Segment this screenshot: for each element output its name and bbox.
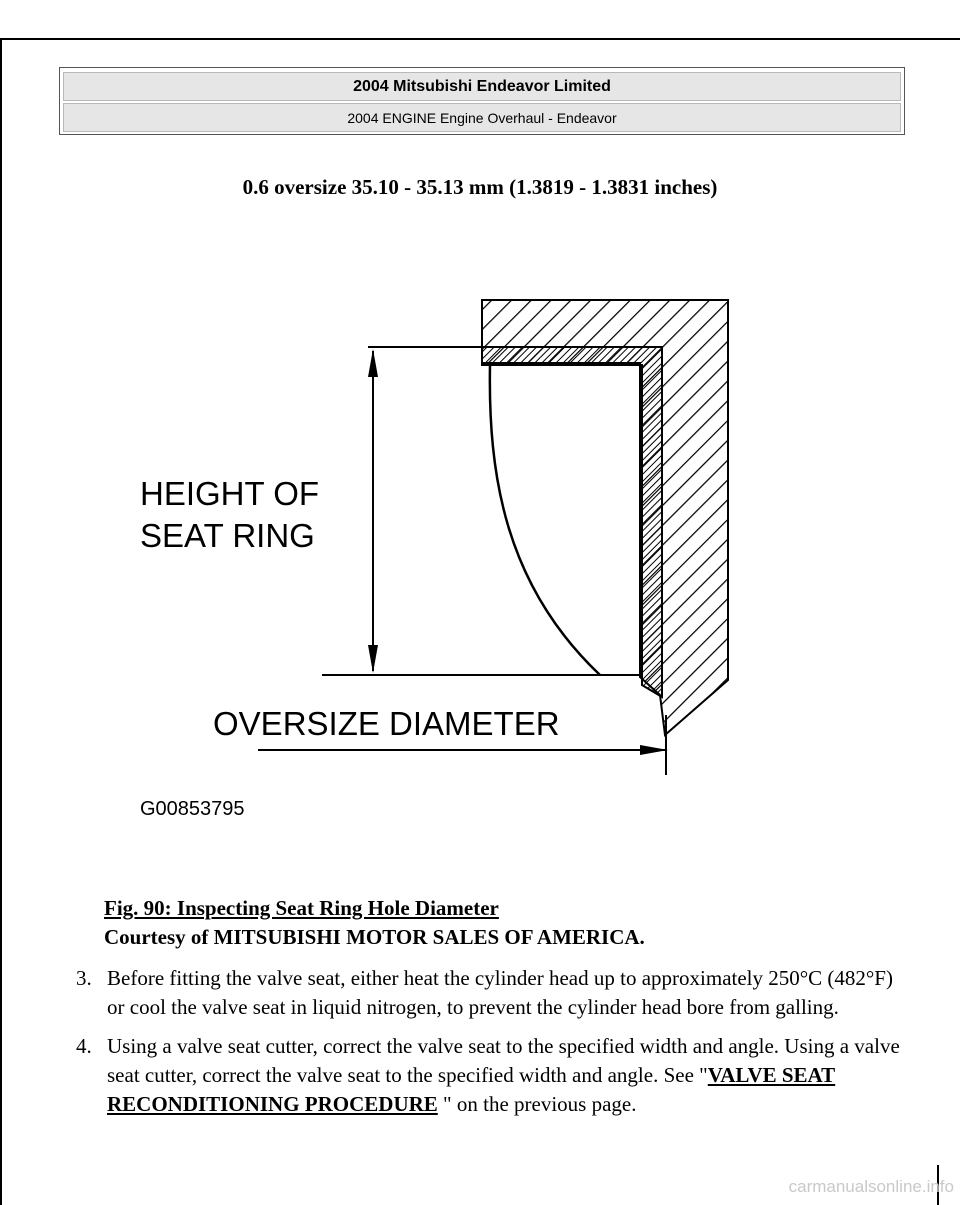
seat-ring-diagram — [110, 285, 750, 825]
list-item — [76, 964, 906, 1022]
label-height-line1: HEIGHT OF — [140, 475, 320, 512]
step-text-before: Using a valve seat cutter, correct the valve seat to the specified width and angle. Using a valve seat cutter, correct the valve seat to the specified width and angle. See " — [107, 1034, 900, 1087]
figure-caption — [104, 894, 645, 952]
procedure-steps — [76, 964, 906, 1129]
figure-caption-credit: Courtesy of MITSUBISHI MOTOR SALES OF AMERICA. — [104, 925, 645, 949]
header-subtitle: 2004 ENGINE Engine Overhaul - Endeavor — [63, 103, 901, 132]
seat-ring-figure — [110, 285, 750, 825]
step-text: Before fitting the valve seat, either heat the cylinder head up to approximately 250°C (482°F) or cool the valve seat in liquid nitrogen, to prevent the cylinder head bore from galling. — [107, 966, 893, 1019]
watermark: carmanualsonline.info — [788, 1177, 954, 1196]
figure-caption-title: Fig. 90: Inspecting Seat Ring Hole Diameter — [104, 896, 499, 920]
step-number: 3. — [76, 966, 92, 990]
step-number: 4. — [76, 1034, 92, 1058]
list-item — [76, 1032, 906, 1119]
document-header — [59, 67, 905, 135]
label-oversize-diameter: OVERSIZE DIAMETER — [213, 705, 560, 742]
page-border-left — [0, 38, 2, 1205]
label-height-line2: SEAT RING — [140, 517, 315, 554]
page-border-top — [0, 38, 960, 40]
valve-face-curve — [490, 365, 600, 675]
spec-oversize-line: 0.6 oversize 35.10 - 35.13 mm (1.3819 - 1.3831 inches) — [242, 175, 718, 199]
figure-code: G00853795 — [140, 798, 245, 820]
valve-seat-reconditioning-link[interactable]: VALVE SEAT RECONDITIONING PROCEDURE — [107, 1063, 836, 1116]
step-text-after: " on the previous page. — [437, 1092, 637, 1116]
header-title: 2004 Mitsubishi Endeavor Limited — [63, 72, 901, 101]
